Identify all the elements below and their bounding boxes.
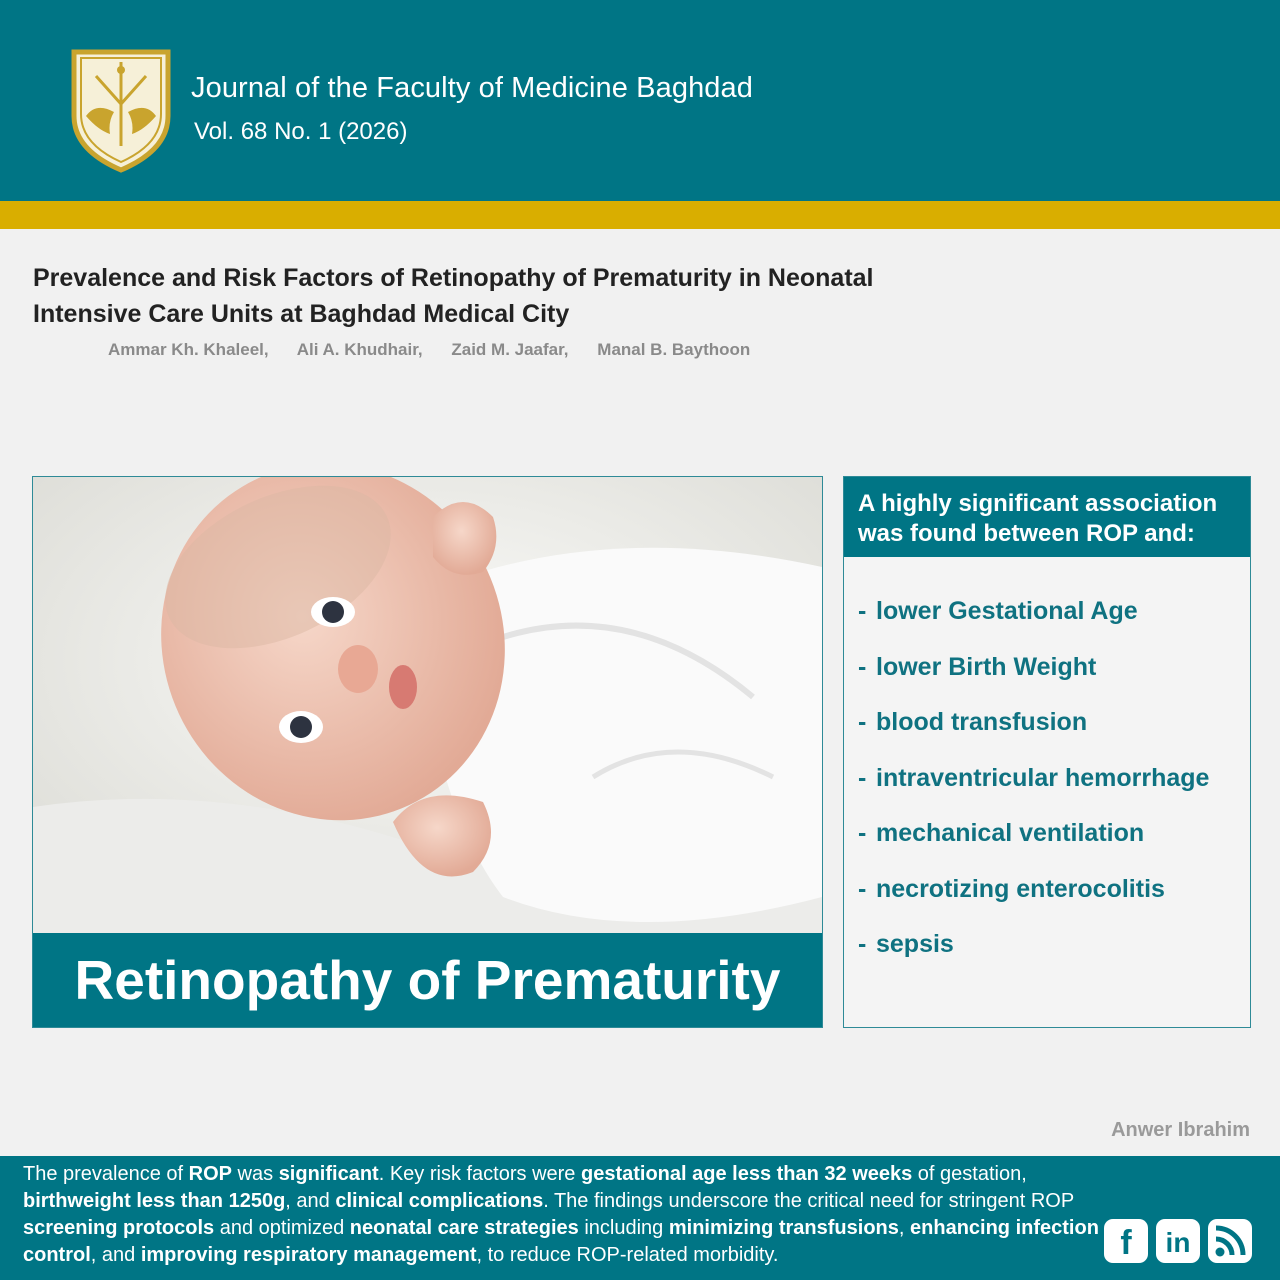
list-item-label: sepsis [876,930,954,958]
list-item-label: lower Birth Weight [876,652,1097,681]
author-name: Ammar Kh. Khaleel, [108,340,269,359]
summary-segment: , and [90,1244,141,1266]
summary-segment: was [232,1163,279,1185]
list-item-label: necrotizing enterocolitis [876,874,1165,903]
summary-segment: . The findings underscore the critical need for stringent ROP [543,1190,1074,1212]
list-item [858,708,1209,764]
summary-emphasis: birthweight less than 1250g [23,1190,286,1212]
bullet: - [858,597,867,625]
summary-segment: of gestation, [912,1163,1027,1185]
summary-segment: . Key risk factors were [378,1163,581,1185]
bullet: - [858,930,867,958]
figure-panel [32,476,823,1028]
association-heading: A highly significant association was found between ROP and: [844,477,1250,557]
list-item [858,819,1209,875]
bullet: - [858,874,867,903]
designer-credit: Anwer Ibrahim [1111,1119,1250,1141]
bullet: - [858,819,867,847]
list-item [858,597,1209,653]
list-item [858,930,1209,986]
figure-caption: Retinopathy of Prematurity [33,933,822,1027]
author-name: Zaid M. Jaafar, [451,340,569,359]
accent-bar [0,201,1280,229]
summary-segment: , [898,1217,911,1239]
association-panel [843,476,1251,1028]
list-item-label: blood transfusion [876,708,1088,736]
bullet: - [858,763,867,792]
list-item [858,875,1209,931]
association-list [858,597,1209,986]
facebook-icon[interactable] [1104,1219,1148,1263]
summary-emphasis: minimizing transfusions [668,1217,899,1239]
baby-photo [33,477,822,933]
summary-segment: , to reduce ROP-related morbidity. [476,1244,779,1266]
summary-emphasis: gestational age less than 32 weeks [580,1163,913,1185]
list-item [858,653,1209,709]
facebook-glyph: f [1120,1224,1132,1262]
journal-issue: Vol. 68 No. 1 (2026) [194,118,408,145]
summary-emphasis: ROP [188,1163,232,1185]
summary-emphasis: screening protocols [23,1217,215,1239]
article-title: Prevalence and Risk Factors of Retinopathy of Prematurity in Neonatal Intensive Care Units at Baghdad Medical City [33,264,874,328]
journal-name: Journal of the Faculty of Medicine Baghdad [191,72,753,104]
author-name: Manal B. Baythoon [597,340,751,359]
bullet: - [858,708,867,736]
linkedin-glyph: in [1165,1227,1191,1258]
summary-text [23,1161,1113,1269]
author-list [108,340,774,360]
summary-segment: , and [285,1190,336,1212]
summary-segment: including [578,1217,669,1239]
summary-segment: and optimized [214,1217,350,1239]
list-item [858,764,1209,820]
summary-emphasis: clinical complications [335,1190,544,1212]
author-name: Ali A. Khudhair, [296,340,423,359]
summary-emphasis: enhancing infection control [23,1217,1099,1266]
summary-segment: The prevalence of [23,1163,189,1185]
list-item-label: mechanical ventilation [876,819,1145,847]
list-item-label: intraventricular hemorrhage [876,763,1210,792]
summary-emphasis: improving respiratory management [140,1244,477,1266]
journal-crest-icon [66,46,176,174]
list-item-label: lower Gestational Age [876,597,1138,625]
rss-icon[interactable] [1208,1219,1252,1263]
linkedin-icon[interactable] [1156,1219,1200,1263]
summary-emphasis: neonatal care strategies [349,1217,579,1239]
summary-emphasis: significant [278,1163,379,1185]
bullet: - [858,652,867,681]
